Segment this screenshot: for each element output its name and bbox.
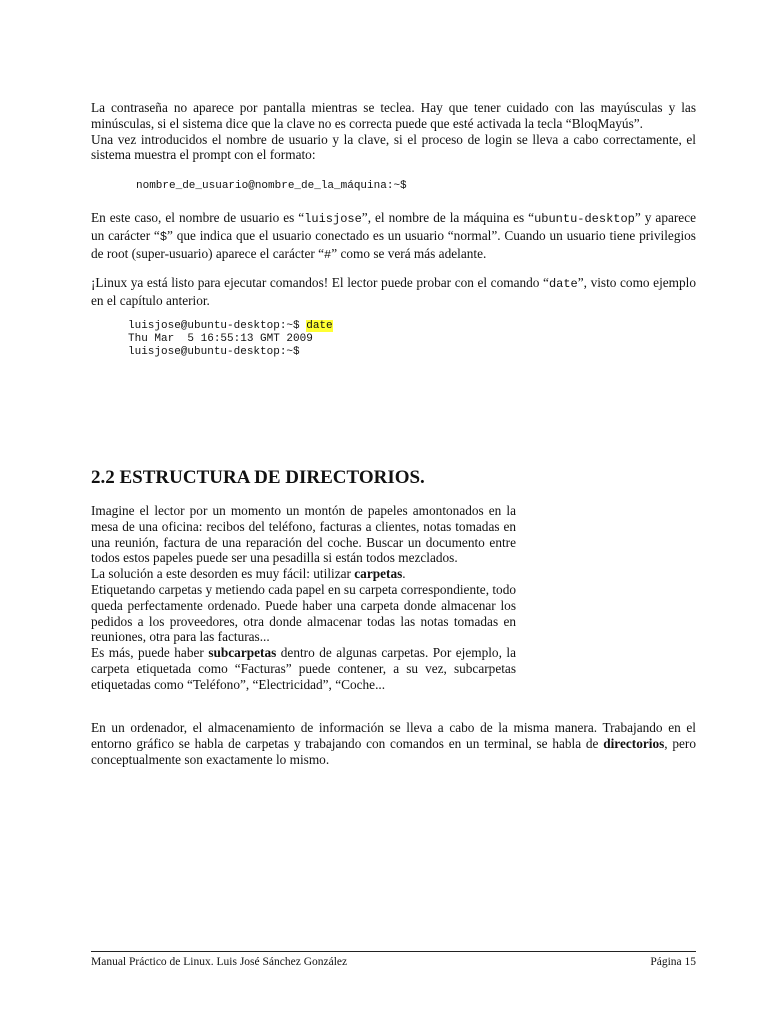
section-heading: 2.2 ESTRUCTURA DE DIRECTORIOS. <box>91 467 425 488</box>
paragraph-section-body: Imagine el lector por un momento un montón de papeles amontonados en la mesa de una oficina: recibos del teléfono, facturas a clientes, notas tomadas en una reunión, factura de una reparación del coche. Buscar un documento entre todos estos papeles puede ser una pesadilla si están todos mezclados. La solución a este desorden es muy fácil: utilizar carpetas. Etiquetando carpetas y metiendo cada papel en su carpeta correspondiente, todo queda perfectamente ordenado. Puede haber una carpeta donde almacenar los pedidos a los proveedores, otra donde almacenar todas las notas tomadas en reuniones, otra para las facturas... Es más, puede haber subcarpetas dentro de algunas carpetas. Por ejemplo, la carpeta etiquetada como “Facturas” puede contener, a su vez, subcarpetas etiquetadas como “Teléfono”, “Electricidad”, “Coche... <box>91 503 516 692</box>
highlighted-command: date <box>306 320 333 332</box>
footer-divider <box>91 951 696 952</box>
footer-title: Manual Práctico de Linux. Luis José Sánchez González <box>91 956 348 968</box>
code-date-example: luisjose@ubuntu-desktop:~$ date Thu Mar 5 16:55:13 GMT 2009 luisjose@ubuntu-desktop:~$ <box>128 320 333 358</box>
paragraph-directories: En un ordenador, el almacenamiento de información se lleva a cabo de la misma manera. Trabajando en el entorno gráfico se habla de carpetas y trabajando con comandos en un terminal, se habla de directorios, pero conceptualmente son exactamente lo mismo. <box>91 720 696 767</box>
page-number: Página 15 <box>650 956 696 968</box>
code-prompt-format: nombre_de_usuario@nombre_de_la_máquina:~$ <box>136 180 407 192</box>
paragraph-username: En este caso, el nombre de usuario es “luisjose”, el nombre de la máquina es “ubuntu-desktop” y aparece un carácter “$” que indica que el usuario conectado es un usuario “normal”. Cuando un usuario tiene privilegios de root (super-usuario) aparece el carácter “#” como se verá más adelante. <box>91 210 697 262</box>
paragraph-linux-ready: ¡Linux ya está listo para ejecutar comandos! El lector puede probar con el comando “date”, visto como ejemplo en el capítulo anterior. <box>91 275 696 308</box>
paragraph-password: La contraseña no aparece por pantalla mientras se teclea. Hay que tener cuidado con las mayúsculas y las minúsculas, si el sistema dice que la clave no es correcta puede que esté activada la tecla “BloqMayús”. Una vez introducidos el nombre de usuario y la clave, si el proceso de login se lleva a cabo correctamente, el sistema muestra el prompt con el formato: <box>91 100 696 163</box>
